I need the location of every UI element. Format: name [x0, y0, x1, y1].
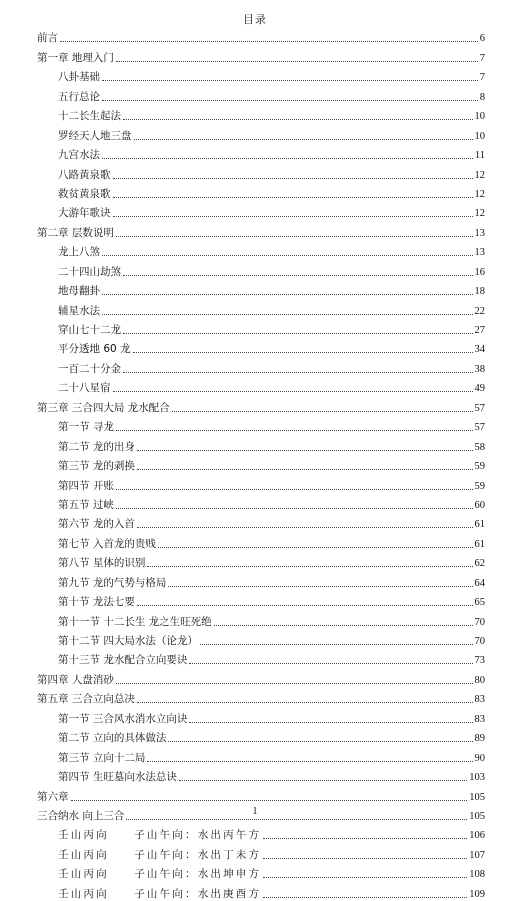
- toc-entry-label: 壬山丙向 子山午向：水出丙午方: [58, 829, 262, 842]
- toc-leader-dots: [137, 450, 473, 451]
- toc-entry-label: 大游年歌诀: [58, 207, 111, 220]
- toc-entry-page: 60: [474, 499, 485, 511]
- toc-entry-label: 第二节 立向的具体做法: [58, 732, 167, 745]
- toc-entry-page: 70: [474, 616, 485, 628]
- toc-entry-page: 103: [469, 772, 485, 784]
- toc-entry-page: 83: [474, 694, 485, 706]
- toc-entry-label: 第三节 龙的剥换: [58, 460, 135, 473]
- toc-entry[interactable]: [37, 823, 485, 842]
- toc-leader-dots: [116, 236, 473, 237]
- toc-entry[interactable]: [37, 104, 485, 123]
- toc-leader-dots: [134, 139, 473, 140]
- toc-leader-dots: [116, 61, 478, 62]
- toc-entry[interactable]: [37, 45, 485, 64]
- toc-entry-page: 61: [474, 519, 485, 531]
- toc-entry[interactable]: [37, 84, 485, 103]
- toc-leader-dots: [116, 683, 473, 684]
- toc-leader-dots: [147, 761, 472, 762]
- page-title: 目录: [243, 13, 267, 26]
- toc-entry[interactable]: [37, 551, 485, 570]
- toc-entry-page: 7: [479, 52, 485, 64]
- toc-entry-page: 8: [479, 91, 485, 103]
- toc-entry[interactable]: [37, 434, 485, 453]
- toc-entry[interactable]: [37, 143, 485, 162]
- toc-leader-dots: [137, 469, 473, 470]
- toc-leader-dots: [102, 314, 473, 315]
- toc-entry-label: 第六节 龙的入首: [58, 518, 135, 531]
- toc-leader-dots: [168, 741, 472, 742]
- toc-entry-label: 第四节 生旺墓向水法总诀: [58, 771, 177, 784]
- toc-entry-label: 第十一节 十二长生 龙之生旺死绝: [58, 615, 212, 628]
- toc-entry-page: 13: [474, 227, 485, 239]
- toc-entry-label: 一百二十分金: [58, 362, 121, 375]
- toc-entry[interactable]: [37, 454, 485, 473]
- toc-entry-page: 108: [469, 869, 485, 881]
- toc-entry[interactable]: [37, 240, 485, 259]
- toc-leader-dots: [102, 158, 473, 159]
- toc-entry-label: 第一章 地理入门: [37, 51, 114, 64]
- toc-entry-label: 第五节 过峡: [58, 498, 114, 511]
- toc-entry-label: 第一节 寻龙: [58, 421, 114, 434]
- toc-entry-label: 十二长生起法: [58, 110, 121, 123]
- toc-leader-dots: [123, 275, 473, 276]
- toc-entry-label: 罗经天人地三盘: [58, 129, 132, 142]
- toc-entry[interactable]: [37, 259, 485, 278]
- toc-entry-page: 58: [474, 441, 485, 453]
- toc-leader-dots: [126, 819, 467, 820]
- toc-entry[interactable]: [37, 201, 485, 220]
- toc-entry-page: 80: [474, 674, 485, 686]
- toc-entry[interactable]: [37, 493, 485, 512]
- toc-leader-dots: [71, 800, 468, 801]
- toc-entry[interactable]: [37, 842, 485, 861]
- toc-entry[interactable]: [37, 182, 485, 201]
- toc-leader-dots: [179, 780, 467, 781]
- toc-entry-label: 第三章 三合四大局 龙水配合: [37, 401, 170, 414]
- table-of-contents: [37, 26, 485, 901]
- toc-entry-page: 11: [474, 150, 485, 162]
- toc-leader-dots: [123, 372, 473, 373]
- toc-entry-page: 59: [474, 480, 485, 492]
- toc-leader-dots: [113, 391, 473, 392]
- toc-entry[interactable]: [37, 745, 485, 764]
- toc-entry-page: 89: [474, 733, 485, 745]
- toc-entry-page: 38: [474, 363, 485, 375]
- toc-leader-dots: [60, 41, 478, 42]
- toc-entry-label: 辅星水法: [58, 304, 100, 317]
- toc-entry[interactable]: [37, 395, 485, 414]
- toc-entry-page: 10: [474, 130, 485, 142]
- toc-entry[interactable]: [37, 220, 485, 239]
- toc-entry[interactable]: [37, 123, 485, 142]
- toc-leader-dots: [263, 858, 467, 859]
- toc-leader-dots: [102, 100, 478, 101]
- toc-entry-page: 65: [474, 597, 485, 609]
- toc-entry-label: 第六章: [37, 790, 69, 803]
- toc-leader-dots: [158, 547, 473, 548]
- toc-entry-page: 12: [474, 208, 485, 220]
- toc-entry-page: 57: [474, 422, 485, 434]
- toc-leader-dots: [189, 663, 472, 664]
- toc-entry-label: 前言: [37, 32, 58, 45]
- toc-entry[interactable]: [37, 706, 485, 725]
- toc-entry-label: 第十二节 四大局水法（论龙）: [58, 635, 198, 647]
- toc-entry-label: 壬山丙向 子山午向：水出丁未方: [58, 848, 262, 861]
- toc-entry-page: 22: [474, 305, 485, 317]
- toc-entry[interactable]: [37, 590, 485, 609]
- toc-entry[interactable]: [37, 337, 485, 356]
- toc-entry-label: 第一节 三合风水消水立向诀: [58, 712, 188, 725]
- toc-entry-label: 救贫黄泉歌: [58, 187, 111, 200]
- toc-entry-page: 106: [469, 830, 485, 842]
- toc-entry[interactable]: [37, 609, 485, 628]
- toc-leader-dots: [147, 566, 472, 567]
- toc-leader-dots: [172, 411, 473, 412]
- toc-entry-page: 10: [474, 111, 485, 123]
- toc-entry-page: 70: [474, 636, 485, 647]
- toc-leader-dots: [102, 255, 473, 256]
- toc-entry-label: 八卦基础: [58, 71, 100, 84]
- toc-entry[interactable]: [37, 881, 485, 900]
- toc-leader-dots: [123, 119, 473, 120]
- toc-entry[interactable]: [37, 415, 485, 434]
- toc-entry-label: 第十三节 龙水配合立向要诀: [58, 654, 188, 667]
- toc-leader-dots: [116, 430, 473, 431]
- toc-entry[interactable]: [37, 26, 485, 45]
- toc-entry-label: 第八节 星体的识别: [58, 557, 146, 570]
- toc-entry-label: 五行总论: [58, 90, 100, 103]
- toc-entry[interactable]: [37, 356, 485, 375]
- toc-leader-dots: [137, 702, 473, 703]
- toc-entry[interactable]: [37, 376, 485, 395]
- toc-entry[interactable]: [37, 65, 485, 84]
- toc-entry-label: 地母翻卦: [58, 285, 100, 298]
- toc-entry[interactable]: [37, 531, 485, 550]
- toc-entry[interactable]: [37, 298, 485, 317]
- toc-entry[interactable]: [37, 862, 485, 881]
- toc-entry-page: 7: [479, 72, 485, 84]
- toc-entry[interactable]: [37, 629, 485, 648]
- toc-entry-label: 第二章 层数说明: [37, 226, 114, 239]
- toc-entry-label: 第九节 龙的气势与格局: [58, 576, 167, 589]
- toc-entry-page: 27: [474, 325, 485, 336]
- toc-entry[interactable]: [37, 687, 485, 706]
- toc-entry-page: 18: [474, 286, 485, 298]
- toc-entry-page: 105: [469, 791, 485, 803]
- toc-leader-dots: [102, 294, 473, 295]
- toc-entry-label: 第五章 三合立向总决: [37, 693, 135, 706]
- toc-entry[interactable]: [37, 473, 485, 492]
- toc-entry[interactable]: [37, 279, 485, 298]
- toc-entry-page: 12: [474, 188, 485, 200]
- toc-leader-dots: [113, 197, 473, 198]
- toc-entry[interactable]: [37, 667, 485, 686]
- toc-entry-label: 八路黄泉歌: [58, 168, 111, 181]
- toc-leader-dots: [113, 216, 473, 217]
- toc-leader-dots: [123, 333, 473, 334]
- toc-entry-label: 九宫水法: [58, 149, 100, 162]
- toc-entry[interactable]: [37, 784, 485, 803]
- page-number-footer: 1: [252, 806, 258, 817]
- toc-entry-label: 穿山七十二龙: [58, 324, 121, 336]
- toc-entry-page: 34: [474, 344, 485, 356]
- toc-leader-dots: [263, 897, 467, 898]
- toc-entry-page: 90: [474, 752, 485, 764]
- toc-entry[interactable]: [37, 162, 485, 181]
- toc-entry-label: 三合纳水 向上三合: [37, 809, 125, 822]
- toc-leader-dots: [263, 838, 467, 839]
- toc-entry-label: 第十节 龙法七要: [58, 596, 135, 609]
- toc-entry-page: 107: [469, 849, 485, 861]
- toc-entry[interactable]: [37, 726, 485, 745]
- toc-entry-label: 龙上八煞: [58, 246, 100, 259]
- toc-entry-page: 73: [474, 655, 485, 667]
- toc-leader-dots: [168, 586, 472, 587]
- toc-entry-page: 61: [474, 538, 485, 550]
- toc-entry-page: 83: [474, 713, 485, 725]
- toc-entry-page: 49: [474, 383, 485, 395]
- toc-leader-dots: [200, 644, 473, 645]
- toc-entry[interactable]: [37, 570, 485, 589]
- toc-leader-dots: [102, 80, 478, 81]
- toc-entry-label: 二十四山劫煞: [58, 265, 121, 278]
- toc-entry-label: 二十八星宿: [58, 382, 111, 395]
- toc-entry-label: 平分透地 60 龙: [58, 343, 131, 356]
- toc-entry-label: 第三节 立向十二局: [58, 751, 146, 764]
- toc-entry-label: 第四节 开账: [58, 479, 114, 492]
- toc-leader-dots: [214, 625, 473, 626]
- toc-entry[interactable]: [37, 512, 485, 531]
- toc-leader-dots: [137, 527, 473, 528]
- toc-entry-label: 第四章 人盘消砂: [37, 673, 114, 686]
- toc-entry-page: 13: [474, 247, 485, 259]
- toc-leader-dots: [137, 605, 473, 606]
- toc-entry-page: 59: [474, 461, 485, 473]
- toc-entry-page: 57: [474, 402, 485, 414]
- toc-leader-dots: [113, 178, 473, 179]
- toc-entry[interactable]: [37, 648, 485, 667]
- toc-entry-label: 壬山丙向 子山午向：水出坤申方: [58, 868, 262, 881]
- toc-entry-page: 12: [474, 169, 485, 181]
- toc-leader-dots: [116, 489, 473, 490]
- toc-leader-dots: [116, 508, 473, 509]
- toc-entry[interactable]: [37, 765, 485, 784]
- toc-leader-dots: [189, 722, 472, 723]
- toc-entry-page: 105: [469, 810, 485, 822]
- toc-entry-label: 第七节 入首龙的贵贱: [58, 537, 156, 550]
- toc-entry-page: 6: [479, 33, 485, 45]
- toc-entry-page: 109: [469, 888, 485, 900]
- toc-entry[interactable]: [37, 318, 485, 337]
- toc-entry-page: 62: [474, 558, 485, 570]
- toc-entry-page: 64: [474, 577, 485, 589]
- toc-entry-label: 壬山丙向 子山午向：水出庚酉方: [58, 887, 262, 900]
- toc-leader-dots: [133, 352, 473, 353]
- toc-entry-page: 16: [474, 266, 485, 278]
- toc-leader-dots: [263, 877, 467, 878]
- toc-entry-label: 第二节 龙的出身: [58, 440, 135, 453]
